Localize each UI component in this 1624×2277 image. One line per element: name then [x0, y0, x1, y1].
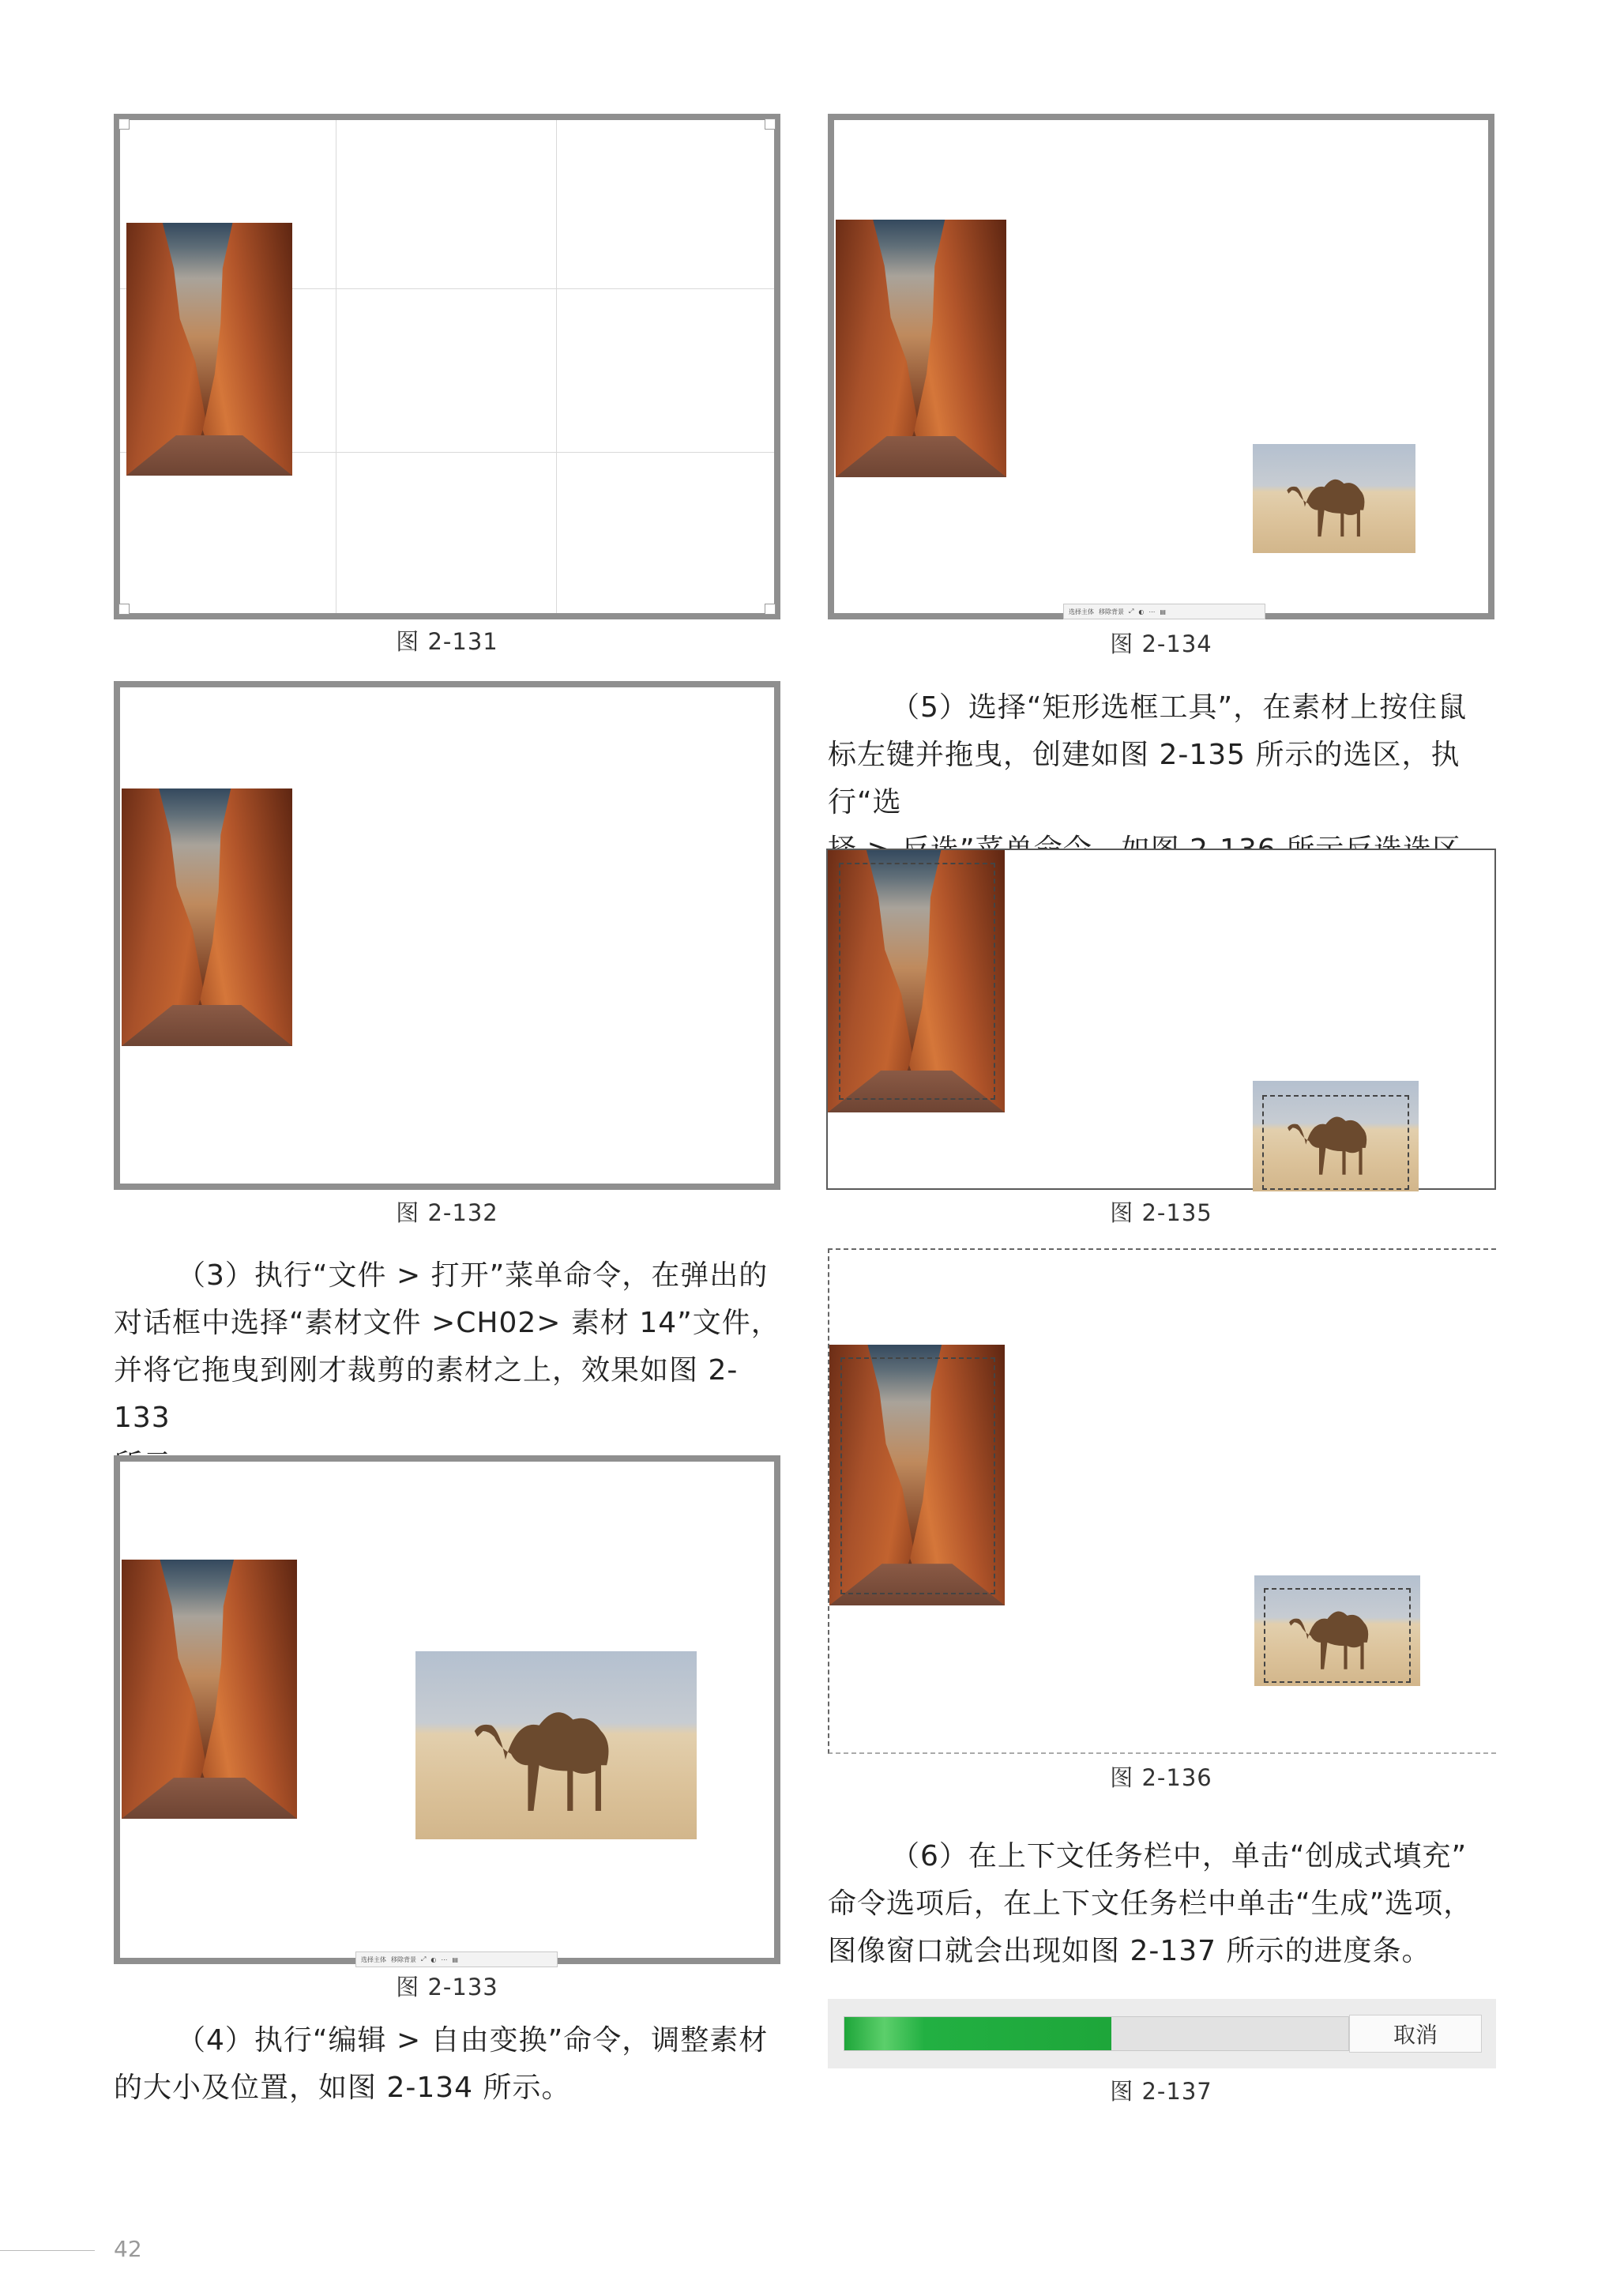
figure-2-134 [828, 114, 1494, 619]
figure-caption: 图 2-133 [396, 1974, 498, 2000]
more-icon[interactable]: ⋯ [1148, 608, 1156, 615]
selection-marquee [1262, 1095, 1409, 1190]
paragraph-line: 的大小及位置，如图 2-134 所示。 [114, 2072, 571, 2104]
canyon-image [126, 223, 292, 476]
figure-2-136 [828, 1248, 1496, 1754]
figure-2-131 [114, 114, 780, 619]
select-subject-button[interactable]: 选择主体 [1069, 608, 1094, 615]
page-number: 42 [114, 2236, 142, 2262]
paragraph-step-6 [828, 1833, 1499, 1975]
figure-caption: 图 2-135 [1110, 1199, 1212, 1226]
figure-2-132 [114, 681, 780, 1190]
canyon-image [122, 1560, 297, 1819]
select-subject-button[interactable]: 选择主体 [361, 1955, 386, 1963]
transform-icon[interactable]: ⤢ [421, 1955, 427, 1963]
figure-caption: 图 2-131 [396, 628, 498, 655]
paragraph-line: 命令选项后，在上下文任务栏中单击“生成”选项， [828, 1887, 1473, 1920]
remove-background-button[interactable]: 移除背景 [1099, 608, 1124, 615]
crop-handle[interactable] [765, 119, 776, 130]
selection-marquee [1264, 1588, 1411, 1683]
more-icon[interactable]: ⋯ [441, 1955, 448, 1963]
pin-icon[interactable]: ▤ [452, 1955, 458, 1963]
footer-rule [0, 2250, 95, 2251]
crop-grid-line [556, 120, 557, 613]
paragraph-line: 标左键并拖曳，创建如图 2-135 所示的选区，执行“选 [828, 739, 1460, 819]
paragraph-line: 对话框中选择“素材文件 >CH02> 素材 14”文件， [114, 1307, 780, 1339]
paragraph-line: 并将它拖曳到刚才裁剪的素材之上，效果如图 2-133 [114, 1354, 739, 1434]
paragraph-line: （6）在上下文任务栏中，单击“创成式填充” [891, 1840, 1468, 1872]
paragraph-line: 图像窗口就会出现如图 2-137 所示的进度条。 [828, 1935, 1431, 1967]
figure-2-133 [114, 1455, 780, 1964]
paragraph-step-5 [828, 684, 1499, 874]
pin-icon[interactable]: ▤ [1160, 608, 1166, 615]
selection-marquee [840, 1357, 995, 1594]
cancel-button[interactable]: 取消 [1349, 2015, 1482, 2053]
paragraph-line: （5）选择“矩形选框工具”，在素材上按住鼠 [891, 691, 1468, 724]
figure-2-135 [826, 849, 1496, 1190]
canyon-image [836, 220, 1006, 477]
crop-handle[interactable] [765, 604, 776, 615]
transform-icon[interactable]: ⤢ [1129, 608, 1134, 615]
adjust-icon[interactable]: ◐ [430, 1955, 437, 1963]
paragraph-step-3 [114, 1252, 785, 1489]
progress-bar [844, 2016, 1349, 2051]
selection-marquee [839, 863, 995, 1100]
figure-2-137 [828, 1999, 1496, 2068]
figure-caption: 图 2-136 [1110, 1764, 1212, 1791]
figure-caption: 图 2-134 [1110, 630, 1212, 657]
crop-handle[interactable] [118, 119, 130, 130]
figure-caption: 图 2-137 [1110, 2078, 1212, 2105]
paragraph-step-4 [114, 2017, 785, 2112]
camel-image [415, 1651, 697, 1839]
camel-image [1253, 444, 1415, 553]
adjust-icon[interactable]: ◐ [1138, 608, 1145, 615]
contextual-taskbar[interactable] [355, 1951, 558, 1967]
progress-fill [844, 2017, 1111, 2050]
figure-caption: 图 2-132 [396, 1199, 498, 1226]
contextual-taskbar[interactable] [1063, 604, 1265, 619]
canyon-image [122, 788, 292, 1046]
paragraph-line: （4）执行“编辑 > 自由变换”命令，调整素材 [177, 2024, 769, 2057]
crop-handle[interactable] [118, 604, 130, 615]
paragraph-line: （3）执行“文件 > 打开”菜单命令，在弹出的 [177, 1259, 769, 1292]
remove-background-button[interactable]: 移除背景 [391, 1955, 416, 1963]
